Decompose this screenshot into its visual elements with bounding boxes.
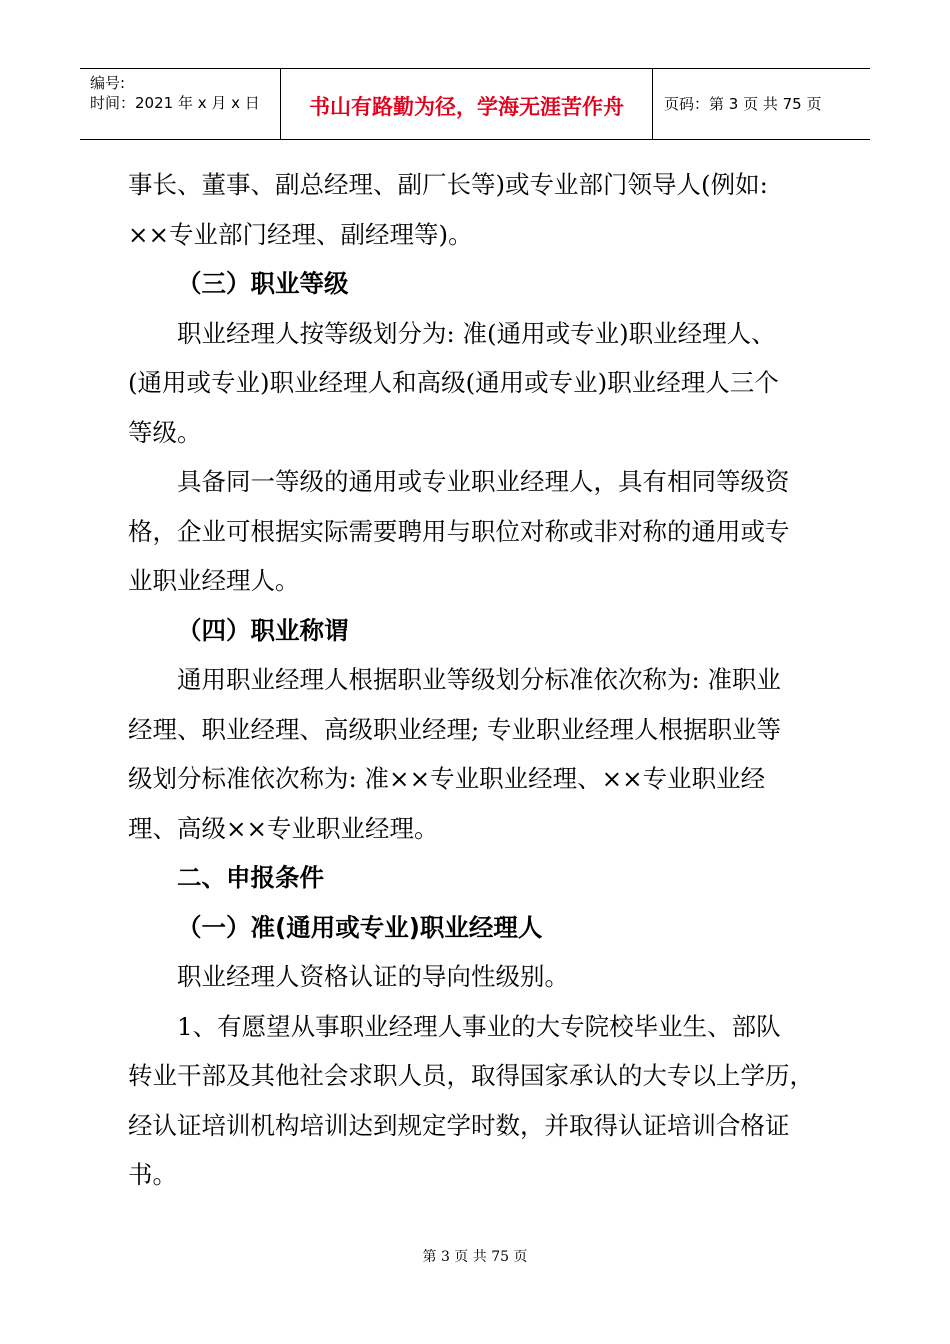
body-line: 转业干部及其他社会求职人员，取得国家承认的大专以上学历，	[128, 1061, 814, 1090]
body-line: 具备同一等级的通用或专业职业经理人，具有相同等级资	[177, 467, 790, 496]
body-line: 业职业经理人。	[128, 566, 300, 595]
body-line: 格，企业可根据实际需要聘用与职位对称或非对称的通用或专	[128, 516, 790, 546]
header-page-info: 页码：第 3 页 共 75 页	[664, 95, 822, 113]
body-line: 理、高级××专业职业经理。	[128, 813, 439, 843]
body-line: 经理、职业经理、高级职业经理; 专业职业经理人根据职业等	[128, 714, 782, 744]
body-line: (通用或专业)职业经理人和高级(通用或专业)职业经理人三个	[128, 368, 779, 397]
page-header	[80, 68, 870, 140]
section-heading: （四）职业称谓	[177, 615, 349, 645]
body-line: 事长、董事、副总经理、副厂长等)或专业部门领导人(例如:	[128, 170, 768, 199]
header-meta-cell	[80, 69, 281, 139]
page-footer: 第 3 页 共 75 页	[422, 1249, 528, 1265]
body-line: 1、有愿望从事职业经理人事业的大专院校毕业生、部队	[177, 1011, 781, 1041]
header-page-cell	[653, 69, 870, 139]
body-line: 职业经理人按等级划分为: 准(通用或专业)职业经理人、	[177, 318, 776, 348]
body-line: 级划分标准依次称为: 准××专业职业经理、××专业职业经	[128, 764, 766, 793]
body-line: 等级。	[128, 417, 202, 447]
body-line: 通用职业经理人根据职业等级划分标准依次称为: 准职业	[177, 665, 782, 694]
header-motto: 书山有路勤为径，学海无涯苦作舟	[309, 95, 624, 119]
section-heading: （一）准(通用或专业)职业经理人	[177, 912, 543, 942]
body-line: 书。	[128, 1160, 177, 1189]
document-date: 时间：2021 年 x 月 x 日	[90, 94, 260, 112]
section-heading: （三）职业等级	[177, 269, 349, 298]
section-heading: 二、申报条件	[177, 863, 324, 892]
body-line: 职业经理人资格认证的导向性级别。	[177, 962, 569, 991]
header-motto-cell	[281, 69, 653, 139]
document-body	[128, 160, 828, 1200]
body-line: 经认证培训机构培训达到规定学时数，并取得认证培训合格证	[128, 1110, 790, 1140]
body-line: ××专业部门经理、副经理等)。	[128, 219, 473, 249]
document-number: 编号:	[90, 74, 126, 92]
